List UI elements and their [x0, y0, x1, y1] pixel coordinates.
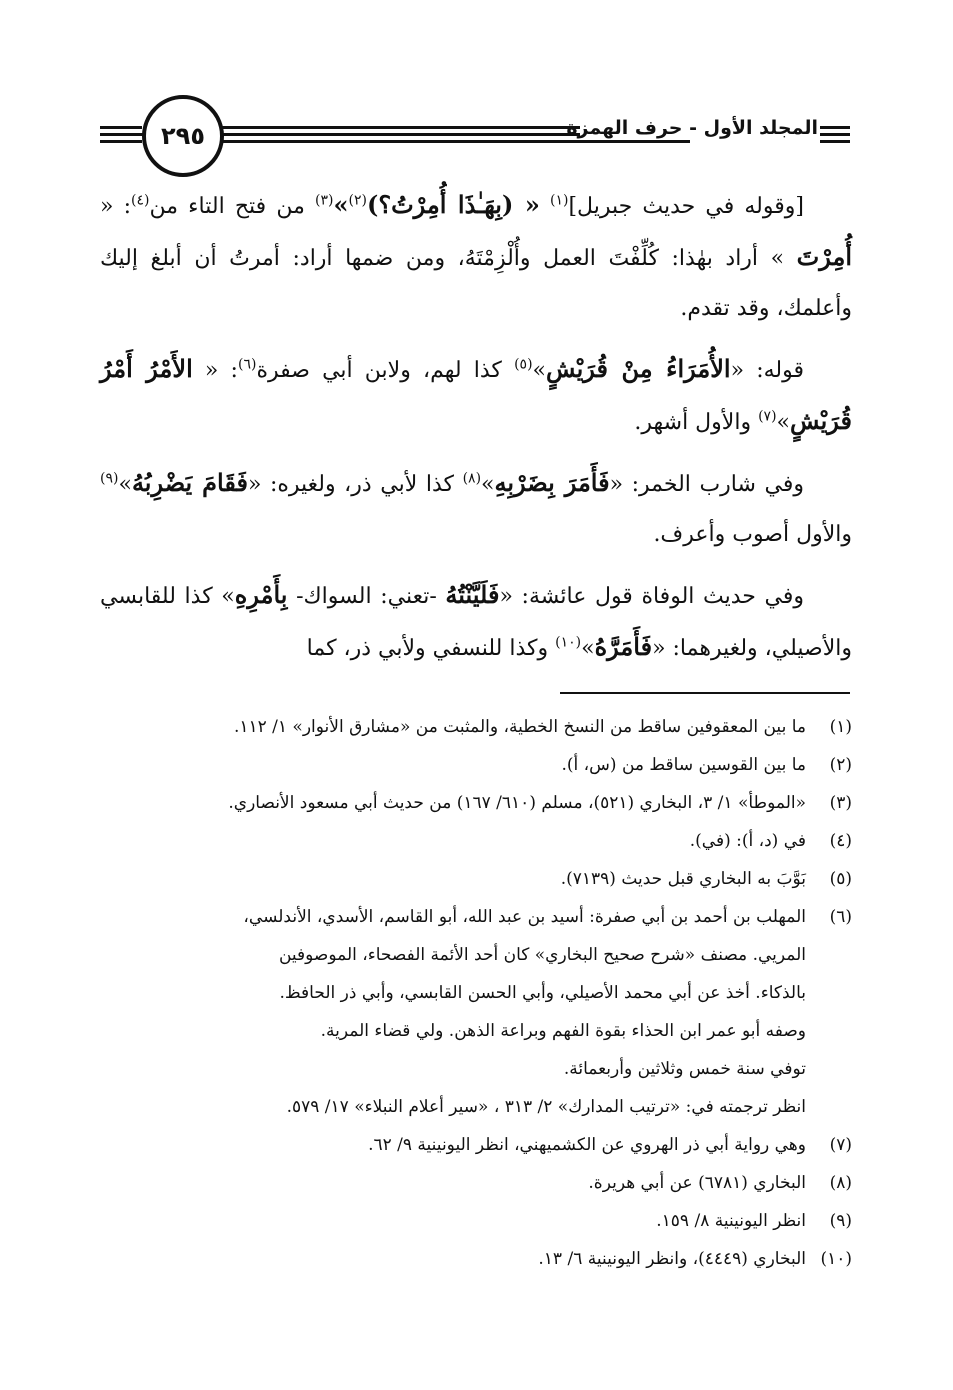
- quote: أُمِرْتَ: [796, 242, 852, 271]
- footnote-ref[interactable]: (٣): [315, 192, 334, 209]
- quote: فَقَامَ يَضْرِبُهُ: [131, 468, 248, 497]
- text: »: [581, 636, 595, 661]
- text: [وقوله في حديث جبريل]: [568, 194, 804, 219]
- text: : «: [204, 358, 238, 383]
- footnote-text: توفي سنة خمس وثلاثين وأربعمائة.: [563, 1059, 806, 1079]
- footnote: [100, 1164, 852, 1202]
- header-rule: [820, 140, 850, 143]
- paragraph: [100, 570, 852, 674]
- text: كذا لأبي ذر، ولغيره: «: [247, 472, 454, 497]
- page-number: ٢٩٥: [142, 95, 224, 177]
- footnote-text: ما بين القوسين ساقط من (س، أ).: [561, 755, 806, 775]
- footnote-number: (٩): [829, 1211, 852, 1231]
- text: قوله: «: [730, 358, 805, 383]
- footnote-number: (٨): [829, 1173, 852, 1193]
- footnote-text: المهلب بن أحمد بن أبي صفرة: أسيد بن عبد الله، أبو القاسم، الأسدي، الأندلسي،: [243, 907, 806, 927]
- footnote: [100, 784, 852, 822]
- quote: بِأَمْرِهِ: [234, 580, 288, 609]
- footnote-text: انظر ترجمته في: «ترتيب المدارك» ٢/ ٣١٣ ، «سير أعلام النبلاء» ١٧/ ٥٧٩.: [286, 1097, 806, 1117]
- footnote: [100, 860, 852, 898]
- text: »: [118, 472, 132, 497]
- footnote-ref[interactable]: (٢): [348, 192, 367, 209]
- text: كذا لهم، ولابن أبي صفرة: [256, 358, 502, 383]
- footnote: [100, 1202, 852, 1240]
- header-rule: [222, 140, 690, 143]
- quote: الأَمْرُ أَمْرُ قُرَيْشٍ: [100, 354, 852, 435]
- header-rule: [100, 126, 142, 129]
- footnote-ref[interactable]: (٦): [237, 356, 257, 373]
- footnote-number: (٧): [829, 1135, 852, 1155]
- footnote-text: المريي. مصنف «شرح صحيح البخاري» كان أحد الأئمة الفصحاء، الموصوفين: [278, 945, 806, 965]
- paragraph: [100, 458, 852, 560]
- footnote-ref[interactable]: (٥): [514, 356, 533, 373]
- footnote-number: (٥): [829, 869, 852, 889]
- header-rule: [100, 140, 142, 143]
- paragraph: [100, 180, 852, 334]
- quote: »: [333, 190, 349, 219]
- footnote: [100, 746, 852, 784]
- text: »: [532, 358, 547, 383]
- footnote-number: (١): [829, 717, 852, 737]
- footnote-text: في (د، أ): (في).: [689, 831, 806, 851]
- footnote: [100, 708, 852, 746]
- footnote-separator: [560, 692, 850, 694]
- footnote-text: وصفه أبو عمر ابن الحذاء بقوة الفهم وبراعة الذهن. ولي قضاء المرية.: [320, 1021, 806, 1041]
- footnote-ref[interactable]: (١): [550, 192, 569, 209]
- footnote-number: (٤): [829, 831, 852, 851]
- header-rule: [100, 133, 146, 136]
- footnote-number: (٣): [829, 793, 852, 813]
- footnote-text: البخاري (٦٧٨١) عن أبي هريرة.: [588, 1173, 806, 1193]
- footnote-text: ما بين المعقوفين ساقط من النسخ الخطية، والمثبت من «مشارق الأنوار» ١/ ١١٢.: [233, 717, 806, 737]
- footnote-text: «الموطأ» ١/ ٣، البخاري (٥٢١)، مسلم (٦١٠/ ١٦٧) من حديث أبي مسعود الأنصاري.: [228, 793, 806, 813]
- text: » كذا للقابسي والأصيلي، ولغيرهما: «: [100, 584, 852, 661]
- text: »: [481, 472, 495, 497]
- text: وفي حديث الوفاة قول عائشة: «: [499, 584, 805, 609]
- footnote-text: انظر اليونينية ٨/ ١٥٩.: [656, 1211, 806, 1231]
- footnote: [100, 822, 852, 860]
- footnote: [100, 1126, 852, 1164]
- footnote-ref[interactable]: (١٠): [555, 634, 582, 651]
- footnote-text: بالذكاء. أخذ عن أبي محمد الأصيلي، وأبي الحسن القابسي، وأبي ذر الحافظ.: [279, 983, 806, 1003]
- text: : «: [100, 194, 132, 219]
- running-title: المجلد الأول - حرف الهمزة: [566, 117, 818, 139]
- quote: فَأَمَرَ بِضَرْبِهِ: [494, 468, 610, 497]
- text: »: [776, 410, 790, 435]
- text: والأول أشهر.: [634, 410, 752, 435]
- quote: فَلَيَّنْتُهُ: [445, 580, 500, 609]
- footnote-number: (١٠): [820, 1249, 852, 1269]
- footnote-number: (٢): [829, 755, 852, 775]
- quote: الأُمَرَاءُ مِنْ قُرَيْشٍ: [546, 354, 731, 383]
- text: وفي شارب الخمر: «: [609, 472, 804, 497]
- quote: فَأَمَرَّهُ: [594, 632, 653, 661]
- footnote-ref[interactable]: (٨): [462, 470, 482, 487]
- footnote-ref[interactable]: (٤): [131, 192, 150, 209]
- text: » أراد بهٰذا: كُلِّفْتَ العمل وأُلْزِمْتَهُ، ومن ضمها أراد: أمرتُ أن أبلغ إليك وأعلمك، وقد تقدم.: [100, 246, 852, 321]
- text: والأول أصوب وأعرف.: [653, 522, 852, 547]
- page-header: [100, 95, 850, 175]
- paragraph: [100, 344, 852, 448]
- footnote-ref[interactable]: (٧): [758, 408, 777, 425]
- footnote: [100, 898, 852, 1126]
- footnotes: [100, 708, 852, 1278]
- quote: « (بِهَـٰذَا أُمِرْتُ؟): [366, 190, 540, 219]
- footnote-number: (٦): [829, 907, 852, 927]
- text: -تعني: السواك-: [296, 584, 437, 609]
- footnote-text: وهي رواية أبي ذر الهروي عن الكشميهني، انظر اليونينية ٩/ ٦٢.: [368, 1135, 806, 1155]
- text: من فتح التاء من: [149, 194, 305, 219]
- header-rule: [820, 133, 850, 136]
- footnote-text: بَوَّبَ به البخاري قبل حديث (٧١٣٩).: [560, 869, 806, 889]
- text: وكذا للنسفي ولأبي ذر، كما: [306, 636, 549, 661]
- footnote-ref[interactable]: (٩): [100, 470, 119, 487]
- footnote: [100, 1240, 852, 1278]
- main-text: [100, 180, 852, 684]
- footnote-text: البخاري (٤٤٤٩)، وانظر اليونينية ٦/ ١٣.: [538, 1249, 806, 1269]
- header-rule: [820, 126, 850, 129]
